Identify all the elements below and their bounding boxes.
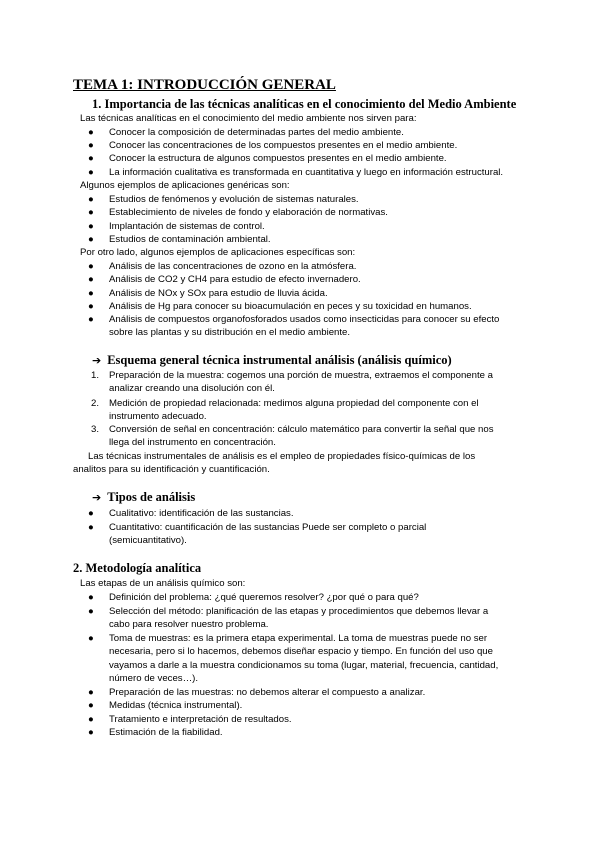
- list-item: ● Análisis de las concentraciones de ozono en la atmósfera.: [88, 261, 357, 272]
- list-item: ● Análisis de compuestos organofosforados usados como insecticidas para conocer su efecto: [88, 314, 500, 325]
- bullet-icon: ●: [88, 301, 94, 312]
- esquema-paragraph-line: Las técnicas instrumentales de análisis es el empleo de propiedades físico-químicas de los: [88, 451, 476, 462]
- bullet-icon: ●: [88, 194, 94, 205]
- bullet-icon: ●: [88, 167, 94, 178]
- list-item-continuation: número de veces…).: [109, 673, 199, 684]
- list-item: ● Análisis de NOx y SOx para estudio de lluvia ácida.: [88, 288, 328, 299]
- list-item: ● Establecimiento de niveles de fondo y elaboración de normativas.: [88, 207, 388, 218]
- list-item: ● Definición del problema: ¿qué queremos resolver? ¿por qué o para qué?: [88, 592, 419, 603]
- bullet-icon: ●: [88, 127, 94, 138]
- list-item: ● Selección del método: planificación de las etapas y procedimientos que debemos llevar a: [88, 606, 489, 617]
- arrow-icon: ➔: [92, 354, 102, 367]
- list-item-continuation: cabo para resolver nuestro problema.: [109, 619, 269, 630]
- bullet-icon: ●: [88, 687, 94, 698]
- generic-intro: Algunos ejemplos de aplicaciones genéricas son:: [80, 180, 290, 191]
- list-item: ● Tratamiento e interpretación de resultados.: [88, 714, 292, 725]
- bullet-icon: ●: [88, 508, 94, 519]
- list-item-continuation: necesaria, pero si lo hacemos, debemos diseñar espacio y tiempo. En función del uso que: [109, 646, 493, 657]
- numbered-item-continuation: llega del instrumento en concentración.: [109, 437, 276, 448]
- list-item: ● Estimación de la fiabilidad.: [88, 727, 223, 738]
- list-item-continuation: sobre las plantas y su distribución en el medio ambiente.: [109, 327, 351, 338]
- bullet-icon: ●: [88, 274, 94, 285]
- list-item: ● Conocer la estructura de algunos compuestos presentes en el medio ambiente.: [88, 153, 447, 164]
- section-1-intro: Las técnicas analíticas en el conocimiento del medio ambiente nos sirven para:: [80, 113, 417, 124]
- numbered-item-continuation: instrumento adecuado.: [109, 411, 207, 422]
- list-item: ● Toma de muestras: es la primera etapa experimental. La toma de muestras puede no ser: [88, 633, 488, 644]
- list-item: ● Análisis de CO2 y CH4 para estudio de efecto invernadero.: [88, 274, 361, 285]
- bullet-icon: ●: [88, 714, 94, 725]
- bullet-icon: ●: [88, 153, 94, 164]
- list-item-continuation: (semicuantitativo).: [109, 535, 187, 546]
- list-item: ● Cuantitativo: cuantificación de las sustancias Puede ser completo o parcial: [88, 522, 427, 533]
- list-item: ● Conocer las concentraciones de los compuestos presentes en el medio ambiente.: [88, 140, 458, 151]
- list-item-continuation: vayamos a darle a la muestra condicionamos su toma (lugar, material, frecuencia, cantidad,: [109, 660, 499, 671]
- bullet-icon: ●: [88, 234, 94, 245]
- list-item: ● Implantación de sistemas de control.: [88, 221, 265, 232]
- list-item: ● La información cualitativa es transformada en cuantitativa y luego en información estructural.: [88, 167, 504, 178]
- list-item: ● Estudios de fenómenos y evolución de sistemas naturales.: [88, 194, 359, 205]
- numbered-item: 2. Medición de propiedad relacionada: medimos alguna propiedad del componente con el: [91, 398, 479, 409]
- specific-intro: Por otro lado, algunos ejemplos de aplicaciones específicas son:: [80, 247, 356, 258]
- section-1-heading: 1. Importancia de las técnicas analíticas en el conocimiento del Medio Ambiente: [92, 97, 517, 111]
- bullet-icon: ●: [88, 288, 94, 299]
- numbered-item-continuation: analizar creando una disolución con él.: [109, 383, 275, 394]
- arrow-icon: ➔: [92, 491, 102, 504]
- numbered-item: 3. Conversión de señal en concentración: cálculo matemático para convertir la señal que nos: [91, 424, 494, 435]
- list-item: ● Medidas (técnica instrumental).: [88, 700, 243, 711]
- bullet-icon: ●: [88, 700, 94, 711]
- bullet-icon: ●: [88, 221, 94, 232]
- tipos-heading: ➔ Tipos de análisis: [92, 490, 196, 504]
- bullet-icon: ●: [88, 633, 94, 644]
- section-2-intro: Las etapas de un análisis químico son:: [80, 578, 246, 589]
- bullet-icon: ●: [88, 522, 94, 533]
- esquema-paragraph-line: analitos para su identificación y cuantificación.: [73, 464, 270, 475]
- list-item: ● Cualitativo: identificación de las sustancias.: [88, 508, 294, 519]
- list-item: ● Estudios de contaminación ambiental.: [88, 234, 271, 245]
- bullet-icon: ●: [88, 207, 94, 218]
- bullet-icon: ●: [88, 592, 94, 603]
- bullet-icon: ●: [88, 606, 94, 617]
- page-title: TEMA 1: INTRODUCCIÓN GENERAL: [73, 77, 336, 93]
- bullet-icon: ●: [88, 727, 94, 738]
- bullet-icon: ●: [88, 140, 94, 151]
- section-2-heading: 2. Metodología analítica: [73, 561, 202, 575]
- list-item: ● Conocer la composición de determinadas partes del medio ambiente.: [88, 127, 404, 138]
- bullet-icon: ●: [88, 261, 94, 272]
- esquema-heading: ➔ Esquema general técnica instrumental análisis (análisis químico): [92, 353, 452, 367]
- list-item: ● Análisis de Hg para conocer su bioacumulación en peces y su toxicidad en humanos.: [88, 301, 472, 312]
- numbered-item: 1. Preparación de la muestra: cogemos una porción de muestra, extraemos el componente a: [91, 370, 493, 381]
- bullet-icon: ●: [88, 314, 94, 325]
- list-item: ● Preparación de las muestras: no debemos alterar el compuesto a analizar.: [88, 687, 426, 698]
